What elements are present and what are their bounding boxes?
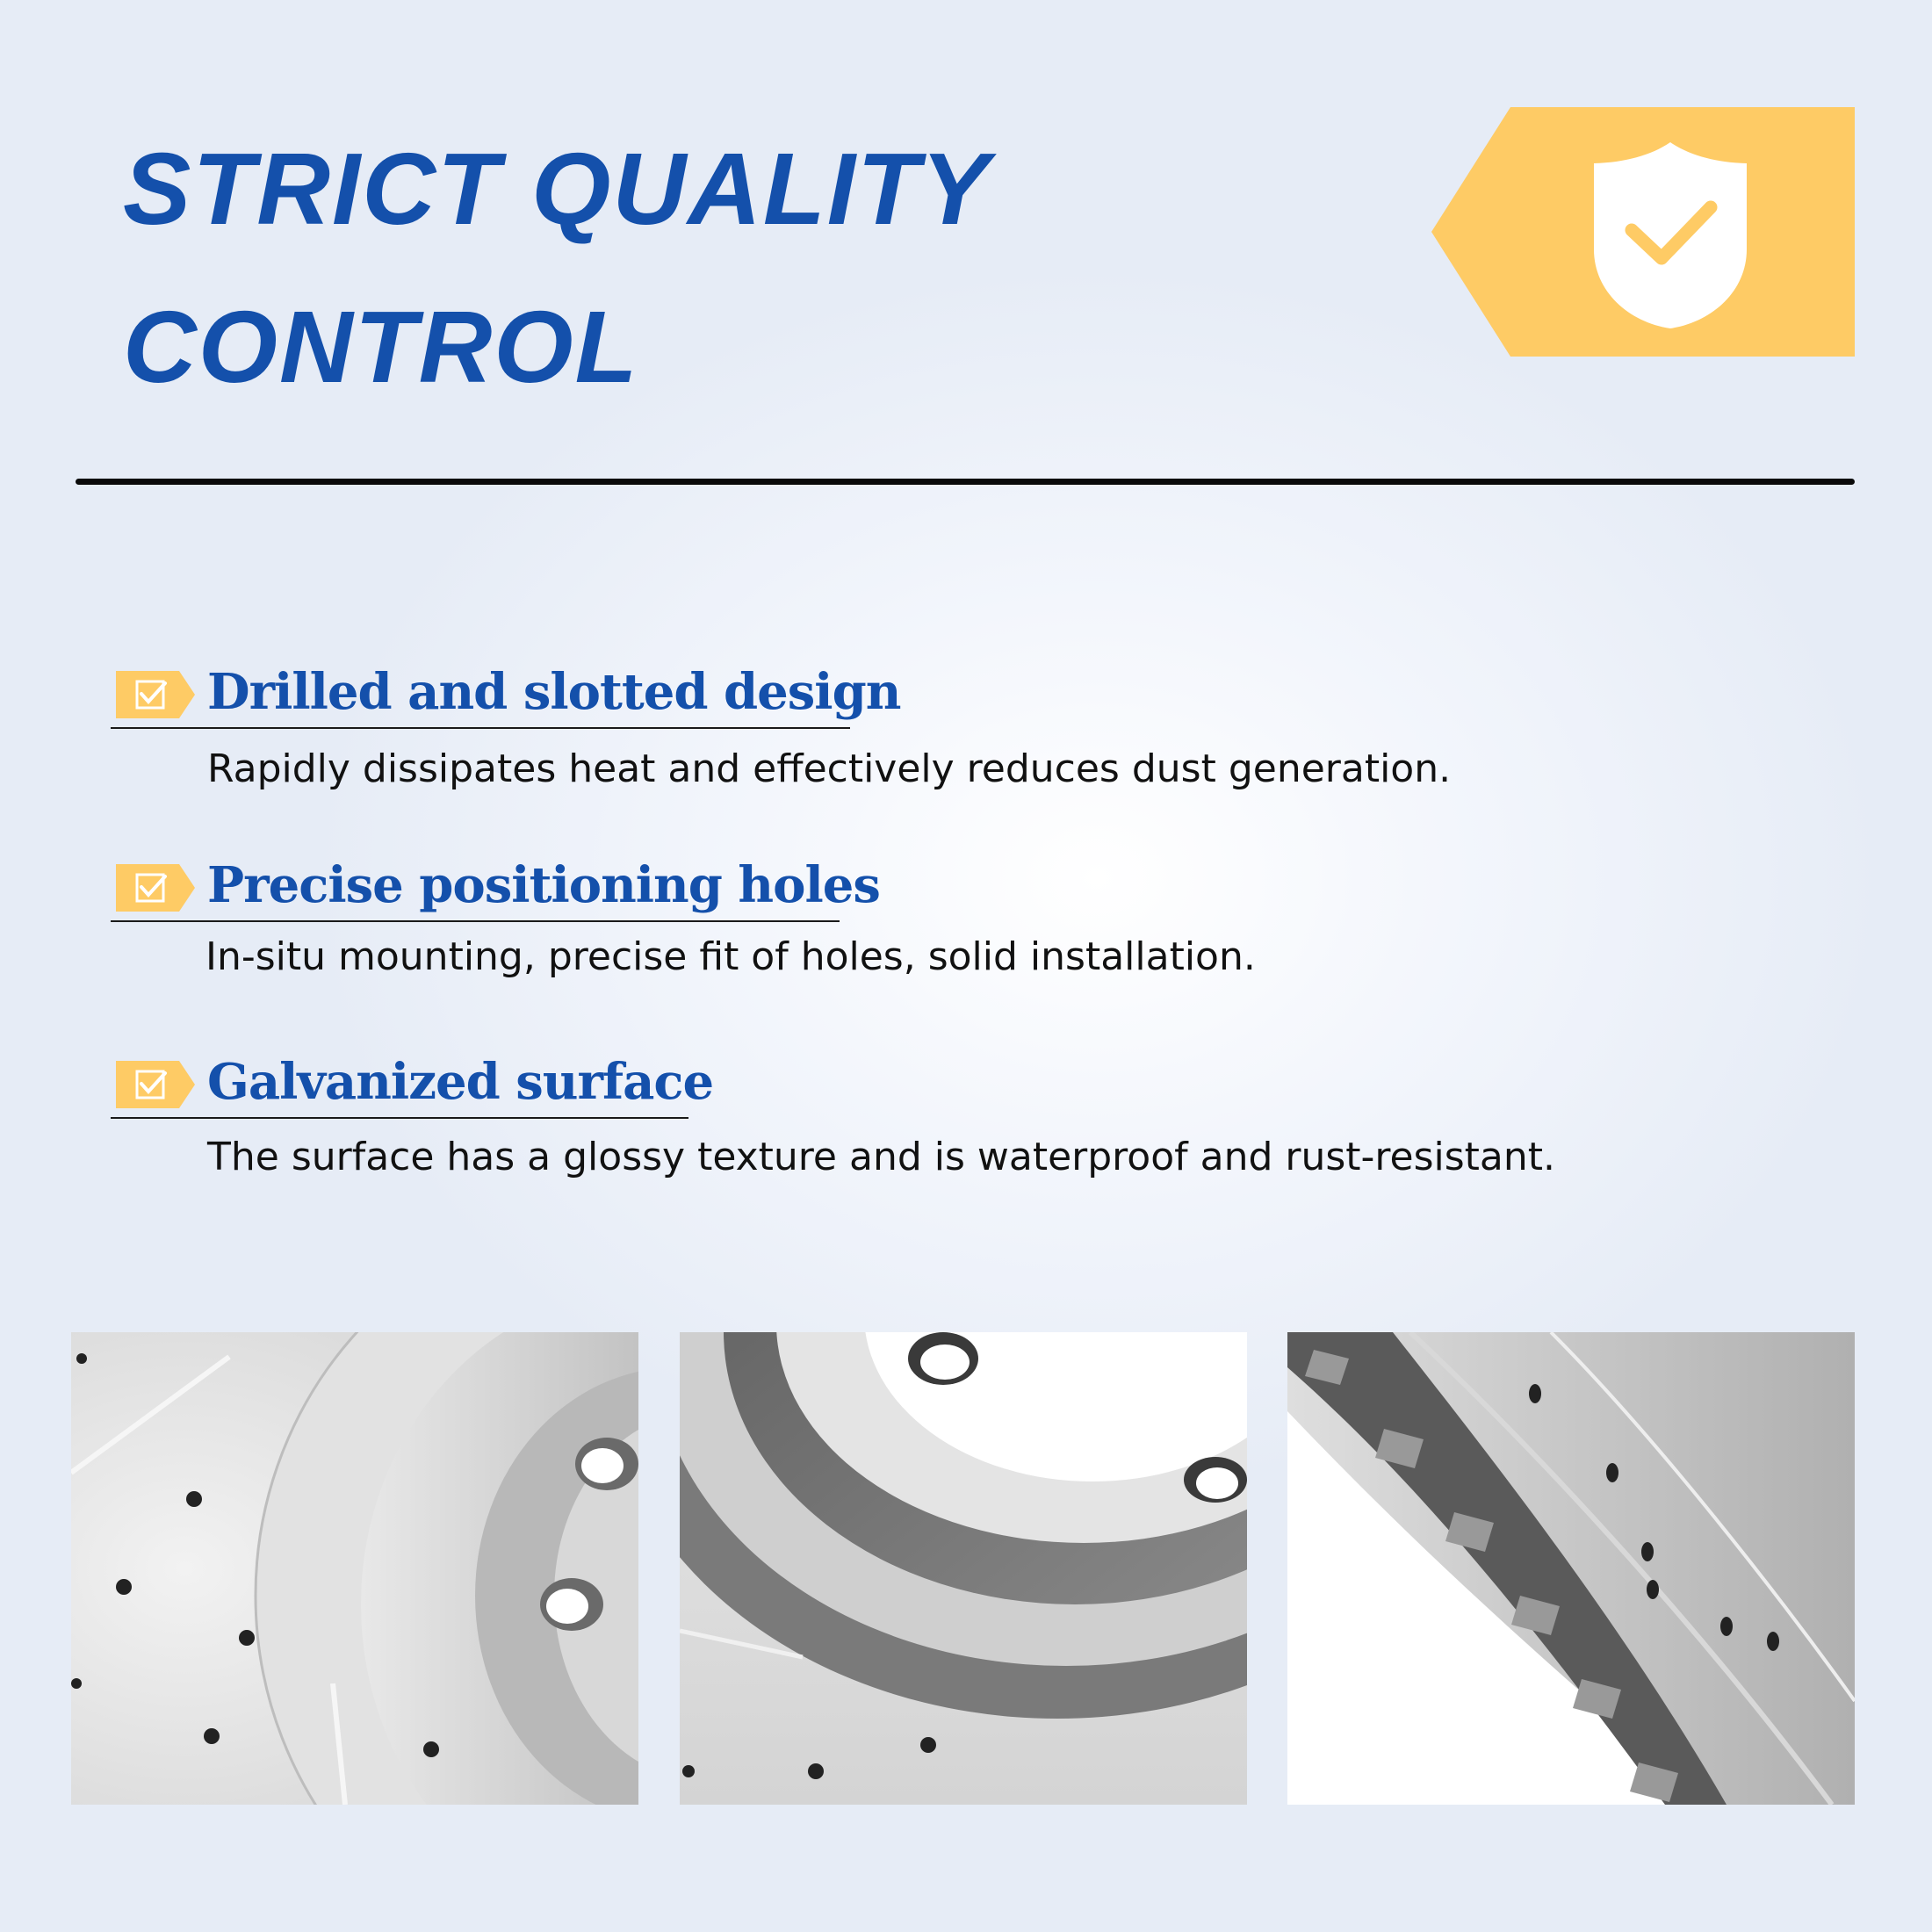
photo-drilled-slotted-rotor bbox=[71, 1332, 638, 1805]
feature-heading: Galvanized surface bbox=[207, 1053, 714, 1111]
heading-underline bbox=[111, 727, 850, 729]
feature-description: Rapidly dissipates heat and effectively reduces dust generation. bbox=[207, 746, 1452, 791]
check-tag-icon bbox=[116, 671, 195, 718]
shield-check-icon bbox=[1431, 107, 1855, 357]
title-line-1: STRICT QUALITY bbox=[123, 132, 991, 246]
feature-heading: Drilled and slotted design bbox=[207, 663, 901, 721]
photo-rotor-hub-holes bbox=[680, 1332, 1247, 1805]
divider bbox=[76, 479, 1855, 485]
check-tag-icon bbox=[116, 1061, 195, 1108]
heading-underline bbox=[111, 1117, 688, 1119]
heading-underline bbox=[111, 920, 840, 922]
title-line-2: CONTROL bbox=[123, 290, 639, 404]
feature-heading: Precise positioning holes bbox=[207, 856, 880, 914]
photo-galvanized-vented-rotor bbox=[1287, 1332, 1855, 1805]
check-tag-icon bbox=[116, 864, 195, 912]
feature-description: The surface has a glossy texture and is waterproof and rust-resistant. bbox=[207, 1135, 1556, 1179]
page-title bbox=[123, 110, 991, 426]
feature-description: In-situ mounting, precise fit of holes, solid installation. bbox=[205, 934, 1256, 979]
